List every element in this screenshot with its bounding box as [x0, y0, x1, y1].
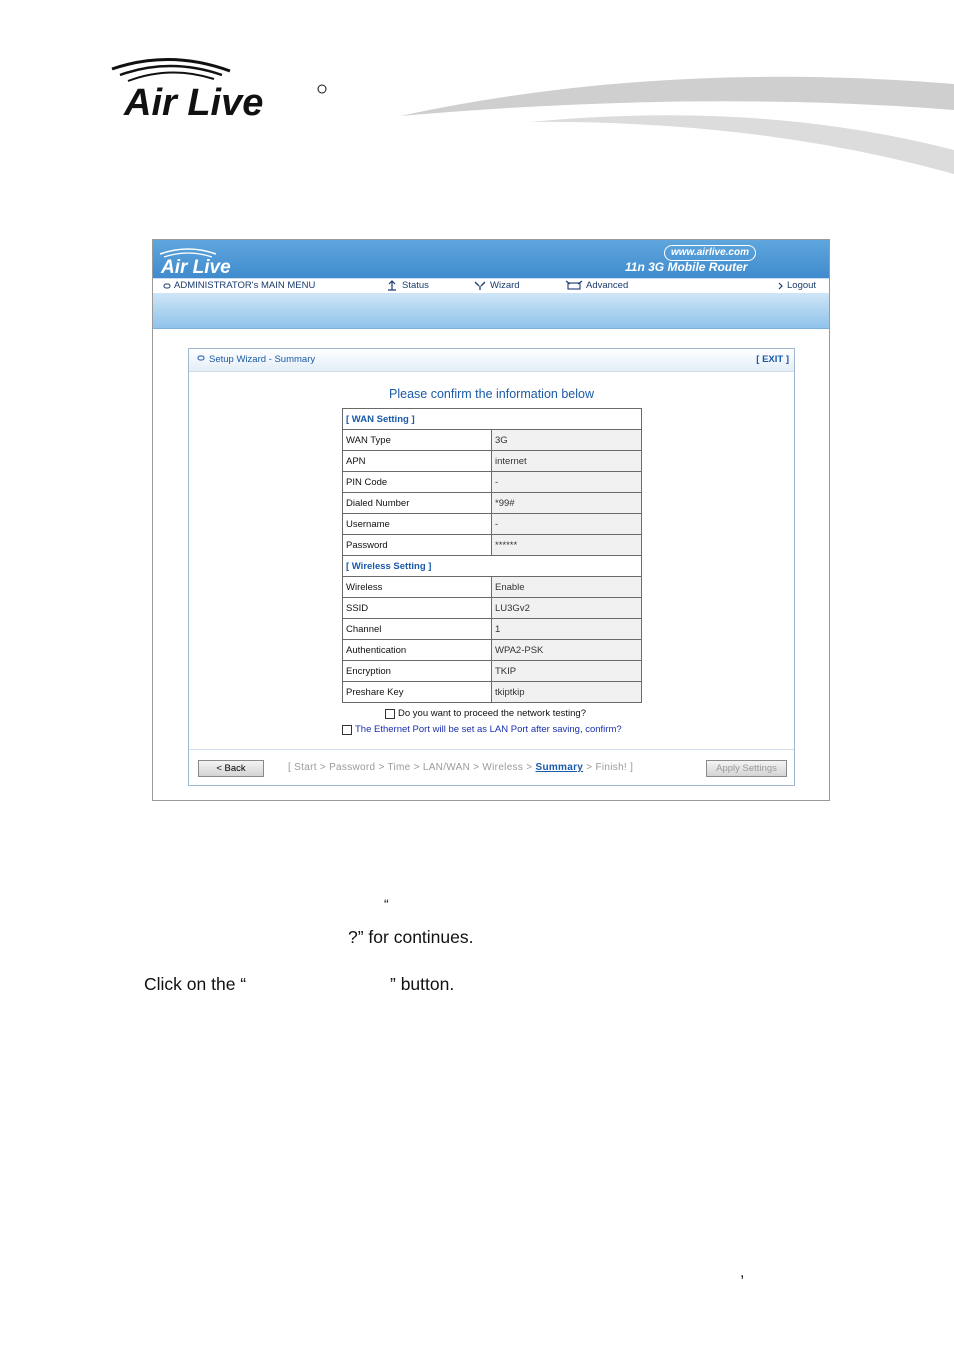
- wizard-panel: [188, 348, 795, 786]
- doc-text-click-end: ” button.: [390, 974, 455, 994]
- table-row: Channel 1: [343, 619, 642, 640]
- table-row: Username -: [343, 514, 642, 535]
- doc-text-click-start: Click on the “: [144, 974, 247, 994]
- table-row: Encryption TKIP: [343, 661, 642, 682]
- network-test-option: Do you want to proceed the network testing?: [385, 708, 586, 719]
- exit-link[interactable]: [ EXIT ]: [756, 354, 789, 365]
- back-button[interactable]: < Back: [198, 760, 264, 777]
- banner-logo: [158, 246, 273, 276]
- wizard-footer: [189, 749, 794, 786]
- table-row: [343, 409, 642, 430]
- menu-status[interactable]: Status: [385, 280, 429, 291]
- menu-logout[interactable]: Logout: [778, 280, 816, 291]
- table-row: Dialed Number *99#: [343, 493, 642, 514]
- lan-port-option: The Ethernet Port will be set as LAN Port after saving, confirm?: [342, 724, 622, 735]
- doc-text-continues: ?” for continues.: [348, 927, 474, 947]
- advanced-icon: [565, 280, 583, 291]
- site-link[interactable]: www.airlive.com: [664, 245, 756, 261]
- router-screenshot: [152, 239, 830, 801]
- apply-settings-button[interactable]: Apply Settings: [706, 760, 787, 777]
- table-row: PIN Code -: [343, 472, 642, 493]
- table-row: [343, 556, 642, 577]
- table-row: Wireless Enable: [343, 577, 642, 598]
- blue-band: [153, 293, 829, 329]
- table-row: Preshare Key tkiptkip: [343, 682, 642, 703]
- panel-bullet-icon: [197, 354, 205, 365]
- lan-port-checkbox[interactable]: [342, 725, 352, 735]
- status-icon: [385, 280, 399, 291]
- doc-comma: ,: [740, 1264, 745, 1281]
- panel-title: Setup Wizard - Summary: [197, 354, 315, 365]
- menu-main[interactable]: ADMINISTRATOR's MAIN MENU: [163, 280, 315, 291]
- product-name: 11n 3G Mobile Router: [625, 260, 748, 274]
- menu-advanced[interactable]: Advanced: [565, 280, 628, 291]
- summary-table: [342, 408, 642, 703]
- menu-bullet-icon: [163, 282, 171, 290]
- header-swoosh: [400, 70, 954, 180]
- table-row: Password ******: [343, 535, 642, 556]
- table-row: APN internet: [343, 451, 642, 472]
- menu-wizard[interactable]: Wizard: [473, 280, 520, 291]
- panel-header: [189, 349, 794, 372]
- wizard-steps: [ Start > Password > Time > LAN/WAN > Wireless > Summary > Finish! ]: [288, 762, 634, 773]
- doc-open-quote: “: [384, 896, 389, 912]
- svg-text:Air Live: Air Live: [161, 257, 231, 276]
- top-banner: [153, 240, 829, 278]
- step-summary-link[interactable]: Summary: [535, 762, 584, 773]
- svg-text:Air Live: Air Live: [124, 82, 264, 124]
- table-row: Authentication WPA2-PSK: [343, 640, 642, 661]
- wireless-section-header: [ Wireless Setting ]: [343, 556, 642, 577]
- table-row: WAN Type 3G: [343, 430, 642, 451]
- main-menu-bar: [153, 278, 829, 294]
- network-test-checkbox[interactable]: [385, 709, 395, 719]
- chevron-right-icon: [778, 282, 784, 290]
- wan-section-header: [ WAN Setting ]: [343, 409, 642, 430]
- confirm-heading: Please confirm the information below: [389, 387, 594, 401]
- airlive-logo: [110, 55, 340, 125]
- wizard-icon: [473, 280, 487, 291]
- table-row: SSID LU3Gv2: [343, 598, 642, 619]
